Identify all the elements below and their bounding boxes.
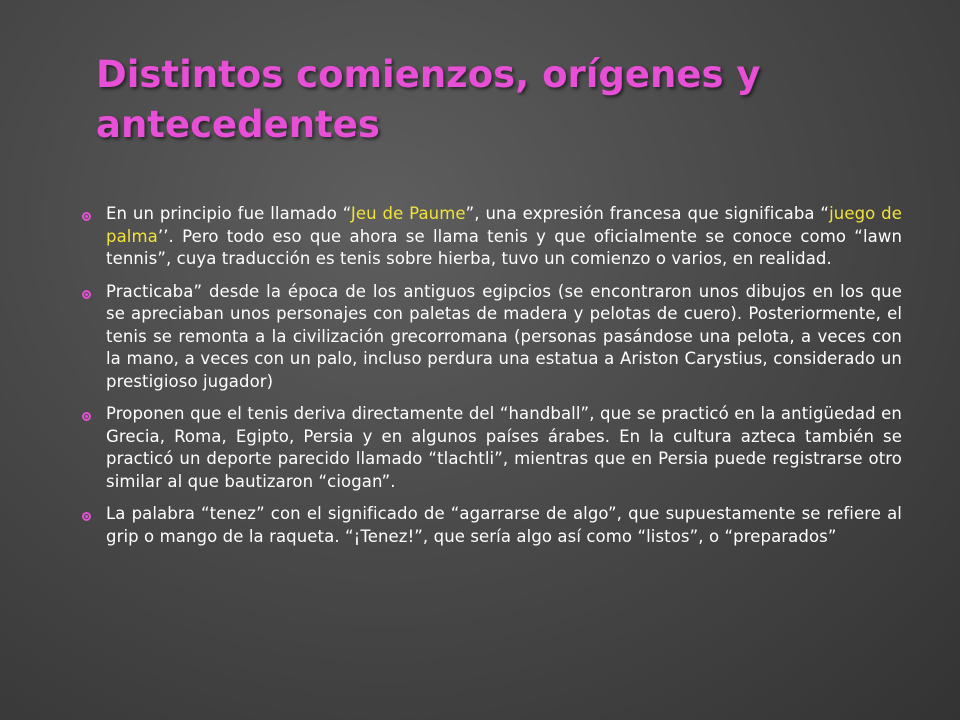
- bullet-text-part: En un principio fue llamado “: [106, 204, 351, 223]
- bullet-item: [82, 203, 902, 271]
- bullet-text: Practicaba” desde la época de los antiguos egipcios (se encontraron unos dibujos en los que se apreciaban unos personajes con paletas de madera y pelotas de cuero). Posteriormente, el tenis se remonta a la civilización grecorromana (personas pasándose una pelota, a veces con la mano, a veces con un palo, incluso perdura una estatua a Ariston Carystius, considerado un prestigioso jugador): [106, 281, 902, 391]
- bullet-item: [82, 281, 902, 394]
- slide-title: Distintos comienzos, orígenes y antecedentes: [96, 53, 761, 146]
- bullet-item: [82, 403, 902, 493]
- highlight-jeu-de-paume: Jeu de Paume: [350, 204, 466, 223]
- circle-bullet-icon: [82, 203, 106, 226]
- circle-bullet-icon: [82, 503, 106, 526]
- circle-bullet-icon: [82, 403, 106, 426]
- highlight-juego-de-palma: juego de palma: [106, 204, 903, 246]
- bullet-item: [82, 503, 902, 548]
- bullet-text-part: ’’. Pero todo eso que ahora se llama tenis y que oficialmente se conoce como “lawn tennis”, cuya traducción es tenis sobre hierba, tuvo un comienzo o varios, en realidad.: [106, 226, 902, 268]
- bullet-text: Proponen que el tenis deriva directamente del “handball”, que se practicó en la antigüedad en Grecia, Roma, Egipto, Persia y en algunos países árabes. En la cultura azteca también se practicó un deporte parecido llamado “tlachtli”, mientras que en Persia puede registrarse otro similar al que bautizaron “ciogan”.: [106, 404, 902, 491]
- bullet-text: [106, 203, 902, 271]
- bullet-text: La palabra “tenez” con el significado de “agarrarse de algo”, que supuestamente se refiere al grip o mango de la raqueta. “¡Tenez!”, que sería algo así como “listos”, o “preparados”: [106, 504, 902, 546]
- bullet-text-part: ”, una expresión francesa que significaba “: [465, 204, 830, 223]
- bullet-list: [82, 203, 902, 558]
- circle-bullet-icon: [82, 281, 106, 304]
